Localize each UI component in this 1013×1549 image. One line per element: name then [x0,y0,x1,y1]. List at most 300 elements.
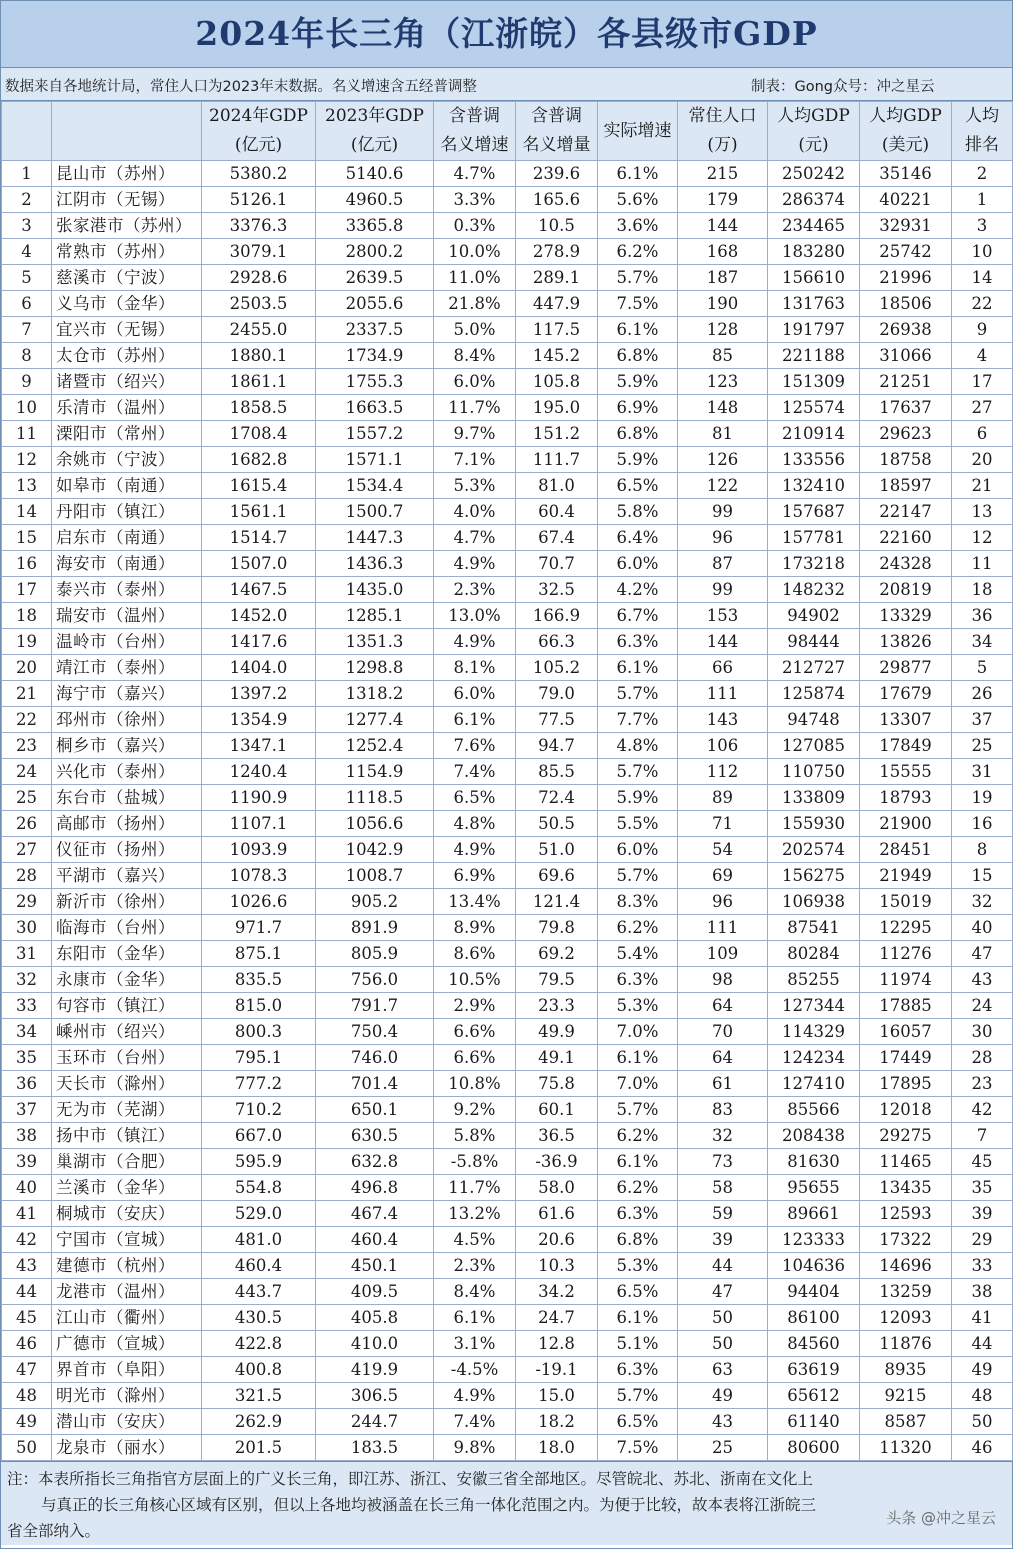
cell-nominal-growth: 7.6% [434,733,516,759]
cell-gdp-2023: 1435.0 [316,577,434,603]
cell-city: 慈溪市（宁波） [52,265,202,291]
cell-nominal-growth: 2.9% [434,993,516,1019]
cell-rank: 7 [2,317,52,343]
cell-city: 龙泉市（丽水） [52,1435,202,1461]
table-row [2,863,1013,889]
table-body [2,161,1013,1461]
cell-city: 张家港市（苏州） [52,213,202,239]
cell-gdp-2024: 1190.9 [202,785,316,811]
column-header-line-1: 人均 [965,106,999,126]
cell-gdp-2023: 4960.5 [316,187,434,213]
cell-gdp-per-capita-usd: 29623 [860,421,952,447]
cell-gdp-per-capita-cny: 127410 [768,1071,860,1097]
cell-rank: 10 [2,395,52,421]
cell-gdp-2023: 2337.5 [316,317,434,343]
cell-gdp-per-capita-cny: 155930 [768,811,860,837]
cell-rank: 8 [2,343,52,369]
cell-population: 44 [678,1253,768,1279]
cell-nominal-growth: 9.8% [434,1435,516,1461]
cell-gdp-2023: 1534.4 [316,473,434,499]
cell-population: 32 [678,1123,768,1149]
cell-nominal-increase: 50.5 [516,811,598,837]
table-row [2,785,1013,811]
cell-gdp-per-capita-usd: 11320 [860,1435,952,1461]
table-row [2,655,1013,681]
cell-real-growth: 6.3% [598,629,678,655]
cell-rank: 6 [2,291,52,317]
cell-gdp-2024: 1514.7 [202,525,316,551]
cell-gdp-2023: 805.9 [316,941,434,967]
cell-gdp-per-capita-cny: 81630 [768,1149,860,1175]
table-row [2,915,1013,941]
cell-gdp-2024: 1347.1 [202,733,316,759]
cell-gdp-per-capita-usd: 12093 [860,1305,952,1331]
cell-gdp-per-capita-cny: 221188 [768,343,860,369]
cell-city: 邳州市（徐州） [52,707,202,733]
cell-gdp-2023: 3365.8 [316,213,434,239]
cell-gdp-per-capita-usd: 31066 [860,343,952,369]
cell-gdp-2024: 3079.1 [202,239,316,265]
cell-real-growth: 5.9% [598,447,678,473]
cell-real-growth: 6.1% [598,1045,678,1071]
cell-nominal-growth: 6.1% [434,1305,516,1331]
cell-nominal-increase: 85.5 [516,759,598,785]
footnote-line-2: 与真正的长三角核心区域有区别，但以上各地均被涵盖在长三角一体化范围之内。为便于比较，故本表将江浙皖三 [41,1496,817,1514]
cell-gdp-per-capita-cny: 250242 [768,161,860,187]
cell-gdp-per-capita-usd: 26938 [860,317,952,343]
cell-nominal-increase: 32.5 [516,577,598,603]
cell-nominal-increase: 18.0 [516,1435,598,1461]
cell-population: 99 [678,499,768,525]
cell-rank: 27 [2,837,52,863]
cell-per-capita-rank: 41 [952,1305,1013,1331]
column-header-line-1: 含普调 [449,106,500,126]
cell-gdp-per-capita-cny: 151309 [768,369,860,395]
cell-gdp-2024: 481.0 [202,1227,316,1253]
cell-real-growth: 5.7% [598,863,678,889]
cell-gdp-2023: 1663.5 [316,395,434,421]
cell-gdp-per-capita-cny: 114329 [768,1019,860,1045]
cell-per-capita-rank: 15 [952,863,1013,889]
cell-city: 东台市（盐城） [52,785,202,811]
cell-gdp-per-capita-usd: 8587 [860,1409,952,1435]
cell-real-growth: 3.6% [598,213,678,239]
cell-rank: 31 [2,941,52,967]
cell-gdp-2024: 795.1 [202,1045,316,1071]
cell-city: 扬中市（镇江） [52,1123,202,1149]
cell-rank: 18 [2,603,52,629]
cell-real-growth: 6.2% [598,1175,678,1201]
cell-rank: 33 [2,993,52,1019]
cell-gdp-per-capita-usd: 13826 [860,629,952,655]
cell-real-growth: 6.2% [598,239,678,265]
cell-gdp-per-capita-cny: 210914 [768,421,860,447]
cell-gdp-per-capita-usd: 17885 [860,993,952,1019]
cell-gdp-per-capita-cny: 148232 [768,577,860,603]
cell-city: 句容市（镇江） [52,993,202,1019]
cell-gdp-2023: 750.4 [316,1019,434,1045]
table-row [2,473,1013,499]
cell-gdp-per-capita-usd: 18793 [860,785,952,811]
cell-per-capita-rank: 20 [952,447,1013,473]
cell-gdp-per-capita-cny: 125574 [768,395,860,421]
cell-rank: 41 [2,1201,52,1227]
cell-city: 兴化市（泰州） [52,759,202,785]
cell-gdp-2024: 1708.4 [202,421,316,447]
cell-gdp-per-capita-cny: 125874 [768,681,860,707]
cell-city: 宜兴市（无锡） [52,317,202,343]
cell-real-growth: 7.5% [598,1435,678,1461]
cell-per-capita-rank: 7 [952,1123,1013,1149]
cell-nominal-increase: 105.2 [516,655,598,681]
cell-nominal-increase: 165.6 [516,187,598,213]
cell-population: 128 [678,317,768,343]
cell-nominal-growth: 6.1% [434,707,516,733]
cell-gdp-2024: 201.5 [202,1435,316,1461]
cell-rank: 23 [2,733,52,759]
table-row [2,993,1013,1019]
cell-nominal-increase: 18.2 [516,1409,598,1435]
cell-nominal-growth: -5.8% [434,1149,516,1175]
table-row [2,811,1013,837]
cell-nominal-increase: -19.1 [516,1357,598,1383]
cell-real-growth: 6.5% [598,473,678,499]
table-row [2,317,1013,343]
cell-population: 50 [678,1305,768,1331]
table-row [2,1175,1013,1201]
cell-nominal-growth: 4.9% [434,629,516,655]
cell-real-growth: 5.4% [598,941,678,967]
cell-nominal-increase: 77.5 [516,707,598,733]
cell-city: 巢湖市（合肥） [52,1149,202,1175]
footnote-line-3: 省全部纳入。 [7,1522,101,1540]
cell-gdp-per-capita-cny: 286374 [768,187,860,213]
footnote-line-1: 注：本表所指长三角指官方层面上的广义长三角，即江苏、浙江、安徽三省全部地区。尽管皖北、苏北、浙南在文化上 [7,1470,814,1488]
cell-gdp-2023: 1056.6 [316,811,434,837]
column-header-line-2: (元) [798,135,829,155]
cell-gdp-2024: 800.3 [202,1019,316,1045]
cell-population: 64 [678,993,768,1019]
table-row [2,369,1013,395]
cell-population: 109 [678,941,768,967]
cell-gdp-per-capita-cny: 123333 [768,1227,860,1253]
cell-population: 106 [678,733,768,759]
cell-gdp-per-capita-cny: 86100 [768,1305,860,1331]
column-header-5 [516,102,598,161]
cell-rank: 5 [2,265,52,291]
cell-gdp-2023: 1042.9 [316,837,434,863]
cell-nominal-growth: 13.0% [434,603,516,629]
table-row [2,1279,1013,1305]
cell-gdp-per-capita-usd: 17322 [860,1227,952,1253]
cell-nominal-growth: 9.2% [434,1097,516,1123]
cell-gdp-per-capita-usd: 17637 [860,395,952,421]
cell-population: 54 [678,837,768,863]
cell-per-capita-rank: 34 [952,629,1013,655]
cell-rank: 1 [2,161,52,187]
cell-rank: 49 [2,1409,52,1435]
cell-nominal-increase: 60.1 [516,1097,598,1123]
cell-gdp-per-capita-usd: 12295 [860,915,952,941]
cell-gdp-2023: 1154.9 [316,759,434,785]
cell-rank: 42 [2,1227,52,1253]
cell-nominal-growth: 4.5% [434,1227,516,1253]
table-row [2,967,1013,993]
cell-population: 63 [678,1357,768,1383]
cell-per-capita-rank: 8 [952,837,1013,863]
cell-gdp-per-capita-usd: 11974 [860,967,952,993]
cell-per-capita-rank: 14 [952,265,1013,291]
cell-per-capita-rank: 49 [952,1357,1013,1383]
cell-real-growth: 6.1% [598,161,678,187]
cell-gdp-2023: 2800.2 [316,239,434,265]
cell-nominal-increase: 20.6 [516,1227,598,1253]
cell-rank: 40 [2,1175,52,1201]
cell-real-growth: 6.3% [598,1357,678,1383]
cell-gdp-2024: 460.4 [202,1253,316,1279]
cell-gdp-2023: 2639.5 [316,265,434,291]
cell-gdp-2024: 400.8 [202,1357,316,1383]
cell-gdp-per-capita-usd: 21251 [860,369,952,395]
watermark: 头条 @冲之星云 [886,1509,996,1527]
cell-per-capita-rank: 17 [952,369,1013,395]
column-header-line-1: 实际增速 [603,120,672,141]
column-header-line-2: (美元) [881,135,930,155]
cell-gdp-per-capita-usd: 13435 [860,1175,952,1201]
cell-real-growth: 6.3% [598,967,678,993]
cell-gdp-per-capita-usd: 15555 [860,759,952,785]
cell-per-capita-rank: 11 [952,551,1013,577]
cell-gdp-per-capita-cny: 132410 [768,473,860,499]
cell-population: 71 [678,811,768,837]
cell-gdp-2024: 710.2 [202,1097,316,1123]
cell-city: 明光市（滁州） [52,1383,202,1409]
cell-population: 96 [678,525,768,551]
cell-gdp-2023: 1008.7 [316,863,434,889]
cell-population: 126 [678,447,768,473]
cell-city: 嵊州市（绍兴） [52,1019,202,1045]
cell-nominal-growth: 8.4% [434,343,516,369]
cell-nominal-increase: 60.4 [516,499,598,525]
cell-city: 海宁市（嘉兴） [52,681,202,707]
cell-nominal-growth: 6.6% [434,1045,516,1071]
cell-gdp-per-capita-cny: 157781 [768,525,860,551]
cell-gdp-2024: 1107.1 [202,811,316,837]
cell-nominal-increase: 117.5 [516,317,598,343]
cell-nominal-growth: -4.5% [434,1357,516,1383]
cell-per-capita-rank: 6 [952,421,1013,447]
cell-population: 87 [678,551,768,577]
column-header-line-1: 2024年GDP [209,106,308,126]
cell-gdp-per-capita-usd: 35146 [860,161,952,187]
cell-population: 144 [678,213,768,239]
cell-nominal-increase: 61.6 [516,1201,598,1227]
cell-population: 112 [678,759,768,785]
cell-city: 平湖市（嘉兴） [52,863,202,889]
cell-gdp-2023: 1500.7 [316,499,434,525]
cell-gdp-2024: 1417.6 [202,629,316,655]
cell-real-growth: 4.2% [598,577,678,603]
cell-gdp-per-capita-cny: 127344 [768,993,860,1019]
table-row [2,629,1013,655]
cell-rank: 16 [2,551,52,577]
cell-gdp-2024: 835.5 [202,967,316,993]
cell-real-growth: 5.7% [598,759,678,785]
cell-city: 温岭市（台州） [52,629,202,655]
cell-gdp-per-capita-cny: 133556 [768,447,860,473]
cell-gdp-2024: 1682.8 [202,447,316,473]
column-header-line-2: (亿元) [350,135,399,155]
cell-per-capita-rank: 31 [952,759,1013,785]
cell-rank: 11 [2,421,52,447]
column-header-line-2: (万) [707,135,738,155]
cell-per-capita-rank: 2 [952,161,1013,187]
cell-gdp-2023: 1557.2 [316,421,434,447]
cell-city: 诸暨市（绍兴） [52,369,202,395]
cell-gdp-2024: 2928.6 [202,265,316,291]
cell-nominal-increase: 49.9 [516,1019,598,1045]
cell-per-capita-rank: 29 [952,1227,1013,1253]
table-row [2,447,1013,473]
cell-real-growth: 6.0% [598,837,678,863]
cell-per-capita-rank: 44 [952,1331,1013,1357]
cell-nominal-increase: 67.4 [516,525,598,551]
cell-gdp-2023: 891.9 [316,915,434,941]
column-header-2 [202,102,316,161]
cell-nominal-increase: 70.7 [516,551,598,577]
cell-gdp-2024: 1467.5 [202,577,316,603]
cell-real-growth: 7.5% [598,291,678,317]
cell-gdp-2023: 2055.6 [316,291,434,317]
cell-rank: 43 [2,1253,52,1279]
cell-real-growth: 6.2% [598,915,678,941]
cell-gdp-2023: 409.5 [316,1279,434,1305]
cell-city: 如皋市（南通） [52,473,202,499]
cell-city: 东阳市（金华） [52,941,202,967]
cell-real-growth: 6.1% [598,1149,678,1175]
cell-gdp-2023: 467.4 [316,1201,434,1227]
cell-gdp-2023: 419.9 [316,1357,434,1383]
cell-city: 潜山市（安庆） [52,1409,202,1435]
cell-gdp-per-capita-cny: 95655 [768,1175,860,1201]
cell-gdp-2024: 1861.1 [202,369,316,395]
cell-city: 海安市（南通） [52,551,202,577]
cell-gdp-per-capita-usd: 17895 [860,1071,952,1097]
table-row [2,733,1013,759]
cell-real-growth: 6.8% [598,421,678,447]
cell-gdp-per-capita-cny: 157687 [768,499,860,525]
cell-population: 70 [678,1019,768,1045]
cell-rank: 28 [2,863,52,889]
cell-nominal-growth: 7.4% [434,759,516,785]
table-row [2,837,1013,863]
cell-gdp-2024: 554.8 [202,1175,316,1201]
cell-per-capita-rank: 12 [952,525,1013,551]
cell-nominal-increase: 69.2 [516,941,598,967]
cell-rank: 45 [2,1305,52,1331]
cell-nominal-increase: 75.8 [516,1071,598,1097]
cell-gdp-2023: 244.7 [316,1409,434,1435]
cell-nominal-growth: 4.7% [434,525,516,551]
cell-nominal-growth: 8.4% [434,1279,516,1305]
cell-city: 临海市（台州） [52,915,202,941]
column-header-line-2: 名义增量 [522,135,591,155]
table-row [2,525,1013,551]
cell-nominal-growth: 0.3% [434,213,516,239]
cell-city: 桐城市（安庆） [52,1201,202,1227]
cell-real-growth: 6.4% [598,525,678,551]
cell-real-growth: 6.8% [598,1227,678,1253]
cell-gdp-per-capita-cny: 133809 [768,785,860,811]
cell-gdp-2023: 183.5 [316,1435,434,1461]
cell-city: 兰溪市（金华） [52,1175,202,1201]
column-header-4 [434,102,516,161]
cell-real-growth: 7.7% [598,707,678,733]
cell-gdp-2023: 496.8 [316,1175,434,1201]
cell-population: 58 [678,1175,768,1201]
cell-gdp-per-capita-usd: 11465 [860,1149,952,1175]
cell-gdp-per-capita-cny: 183280 [768,239,860,265]
cell-city: 永康市（金华） [52,967,202,993]
source-note: 数据来自各地统计局，常住人口为2023年末数据。名义增速含五经普调整 [5,79,477,95]
cell-rank: 3 [2,213,52,239]
cell-gdp-2023: 1734.9 [316,343,434,369]
cell-gdp-2023: 1447.3 [316,525,434,551]
cell-gdp-per-capita-cny: 84560 [768,1331,860,1357]
cell-gdp-2023: 1252.4 [316,733,434,759]
cell-per-capita-rank: 48 [952,1383,1013,1409]
table-row [2,343,1013,369]
cell-nominal-growth: 2.3% [434,1253,516,1279]
cell-nominal-growth: 4.0% [434,499,516,525]
cell-real-growth: 5.7% [598,681,678,707]
cell-gdp-2023: 306.5 [316,1383,434,1409]
cell-gdp-per-capita-cny: 156610 [768,265,860,291]
cell-rank: 14 [2,499,52,525]
cell-gdp-2024: 443.7 [202,1279,316,1305]
cell-gdp-per-capita-usd: 15019 [860,889,952,915]
cell-rank: 26 [2,811,52,837]
cell-per-capita-rank: 40 [952,915,1013,941]
cell-gdp-2024: 971.7 [202,915,316,941]
cell-per-capita-rank: 43 [952,967,1013,993]
subheader-bar [1,68,1012,101]
cell-city: 仪征市（扬州） [52,837,202,863]
cell-gdp-per-capita-usd: 17679 [860,681,952,707]
cell-gdp-2024: 1404.0 [202,655,316,681]
gdp-table [1,101,1013,1461]
cell-real-growth: 6.1% [598,317,678,343]
cell-real-growth: 5.7% [598,1383,678,1409]
cell-population: 143 [678,707,768,733]
cell-per-capita-rank: 3 [952,213,1013,239]
table-row [2,1305,1013,1331]
cell-nominal-increase: 79.8 [516,915,598,941]
cell-gdp-2024: 1078.3 [202,863,316,889]
cell-per-capita-rank: 28 [952,1045,1013,1071]
cell-per-capita-rank: 26 [952,681,1013,707]
cell-gdp-2023: 1277.4 [316,707,434,733]
cell-real-growth: 5.8% [598,499,678,525]
cell-gdp-2024: 1507.0 [202,551,316,577]
table-row [2,577,1013,603]
cell-rank: 25 [2,785,52,811]
cell-real-growth: 5.3% [598,993,678,1019]
cell-city: 泰兴市（泰州） [52,577,202,603]
cell-gdp-2024: 422.8 [202,1331,316,1357]
cell-population: 49 [678,1383,768,1409]
cell-rank: 50 [2,1435,52,1461]
